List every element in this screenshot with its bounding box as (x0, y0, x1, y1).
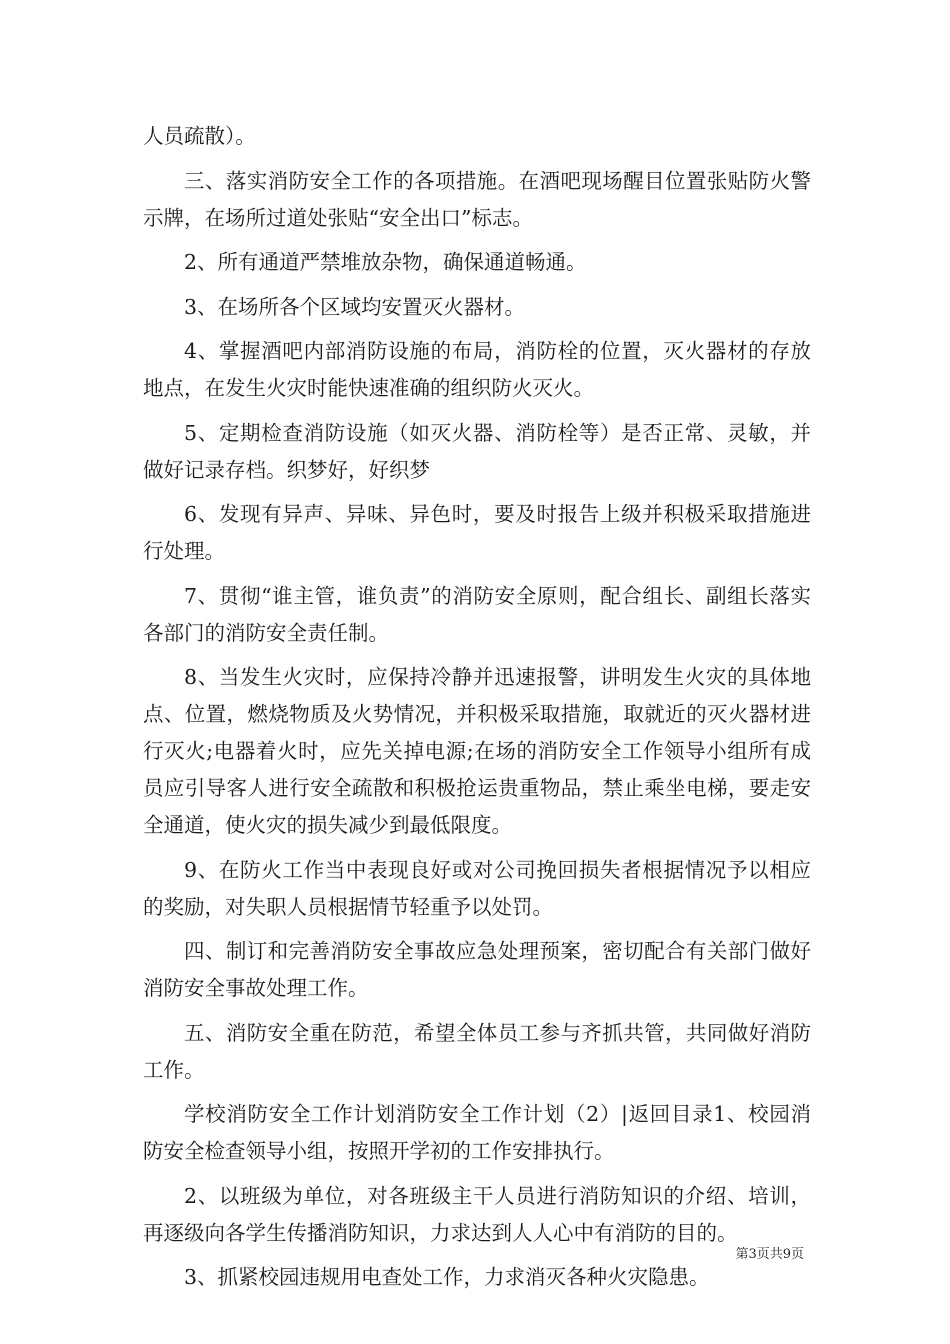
paragraph-10: 9、在防火工作当中表现良好或对公司挽回损失者根据情况予以相应的奖励，对失职人员根据情节轻重予以处罚。 (143, 857, 811, 919)
paragraph-11: 四、制订和完善消防安全事故应急处理预案，密切配合有关部门做好消防安全事故处理工作。 (143, 939, 811, 1000)
paragraph-1: 人员疏散）。 (143, 124, 256, 148)
paragraph-13: 学校消防安全工作计划消防安全工作计划（2）|返回目录1、校园消防安全检查领导小组，按照开学初的工作安排执行。 (143, 1102, 811, 1163)
paragraph-2: 三、落实消防安全工作的各项措施。在酒吧现场醒目位置张贴防火警示牌，在场所过道处张贴“安全出口”标志。 (143, 168, 811, 230)
paragraph-12: 五、消防安全重在防范，希望全体员工参与齐抓共管，共同做好消防工作。 (143, 1020, 811, 1082)
paragraph-5: 4、掌握酒吧内部消防设施的布局，消防栓的位置，灭火器材的存放地点，在发生火灾时能快速准确的组织防火灭火。 (143, 339, 811, 400)
paragraph-4: 3、在场所各个区域均安置灭火器材。 (184, 294, 526, 319)
paragraph-15: 3、抓紧校园违规用电查处工作，力求消灭各种火灾隐患。 (184, 1265, 710, 1289)
document-body (143, 118, 811, 1304)
page-number: 第3页共9页 (735, 1247, 804, 1262)
paragraph-8: 7、贯彻“谁主管，谁负责”的消防安全原则，配合组长、副组长落实各部门的消防安全责任制。 (143, 583, 811, 645)
paragraph-9: 8、当发生火灾时，应保持冷静并迅速报警，讲明发生火灾的具体地点、位置，燃烧物质及火势情况，并积极采取措施，取就近的灭火器材进行灭火;电器着火时，应先关掉电源;在场的消防安全工作领导小组所有成员应引导客人进行安全疏散和积极抢运贵重物品，禁止乘坐电梯，要走安全通道，使火灾的损失减少到最低限度。 (143, 665, 811, 837)
paragraph-3: 2、所有通道严禁堆放杂物，确保通道畅通。 (184, 250, 587, 274)
paragraph-7: 6、发现有异声、异味、异色时，要及时报告上级并积极采取措施进行处理。 (143, 502, 811, 563)
paragraph-14: 2、以班级为单位，对各班级主干人员进行消防知识的介绍、培训，再逐级向各学生传播消防知识，力求达到人人心中有消防的目的。 (143, 1183, 811, 1245)
paragraph-6: 5、定期检查消防设施（如灭火器、消防栓等）是否正常、灵敏，并做好记录存档。织梦好，好织梦 (143, 420, 811, 482)
